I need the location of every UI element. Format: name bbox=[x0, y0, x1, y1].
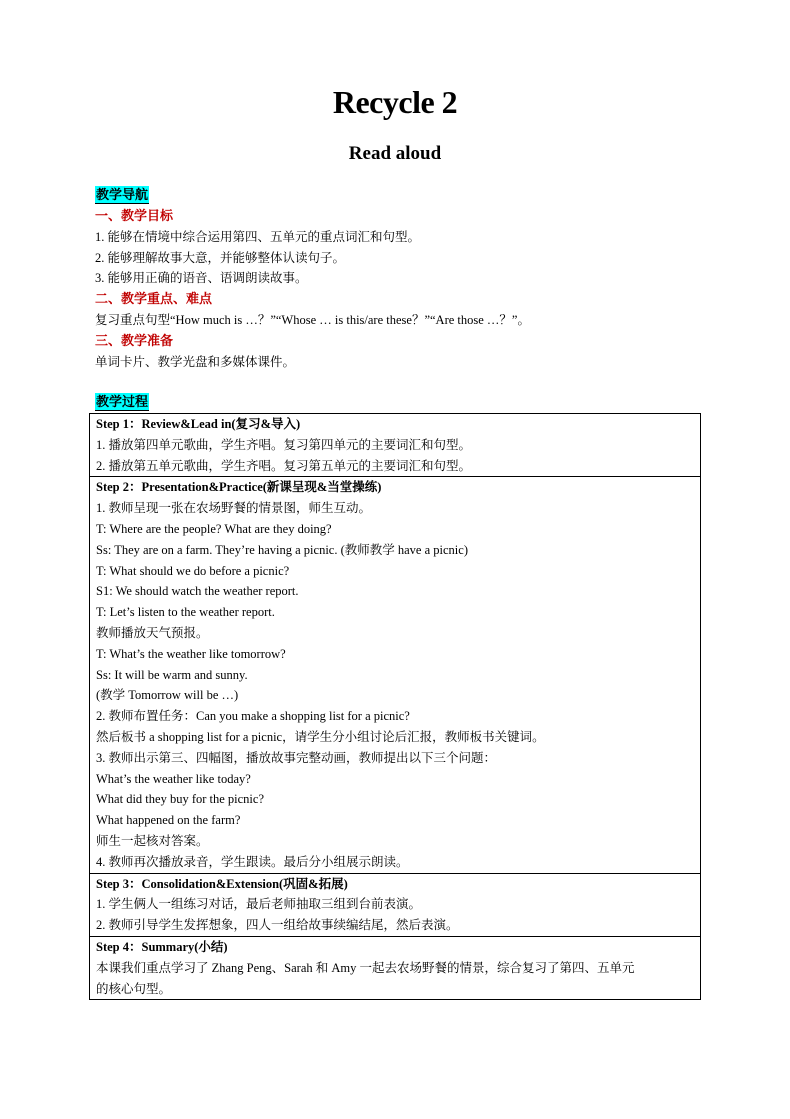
step-line: 的核心句型。 bbox=[96, 981, 172, 996]
step-line: 2. 播放第五单元歌曲，学生齐唱。复习第五单元的主要词汇和句型。 bbox=[96, 458, 472, 473]
teaching-guide-label: 教学导航 bbox=[96, 187, 149, 202]
objective-item: 1. 能够在情境中综合运用第四、五单元的重点词汇和句型。 bbox=[95, 229, 421, 244]
step-heading: Step 2：Presentation&Practice(新课呈现&当堂操练) bbox=[96, 480, 382, 495]
teaching-process-table bbox=[89, 413, 701, 1000]
step-line: 4. 教师再次播放录音，学生跟读。最后分小组展示朗读。 bbox=[96, 854, 409, 869]
prep-heading: 三、教学准备 bbox=[95, 332, 174, 348]
step-line: 然后板书 a shopping list for a picnic，请学生分小组讨论后汇报，教师板书关键词。 bbox=[96, 729, 545, 744]
step-line: What happened on the farm? bbox=[96, 813, 241, 828]
step-4-cell bbox=[90, 936, 700, 999]
objectives-heading: 一、教学目标 bbox=[95, 208, 174, 223]
keypoints-text: 复习重点句型“How much is …？”“Whose … is this/are these？”“Are those …？”。 bbox=[95, 312, 530, 327]
step-3-cell bbox=[90, 873, 700, 936]
step-line: T: Where are the people? What are they doing? bbox=[96, 521, 332, 536]
step-line: 2. 教师布置任务：Can you make a shopping list for a picnic? bbox=[96, 709, 410, 724]
step-line: T: Let’s listen to the weather report. bbox=[96, 605, 275, 620]
step-line: 教师播放天气预报。 bbox=[96, 625, 209, 640]
prep-text: 单词卡片、教学光盘和多媒体课件。 bbox=[95, 354, 296, 369]
step-line: 1. 播放第四单元歌曲，学生齐唱。复习第四单元的主要词汇和句型。 bbox=[96, 437, 472, 452]
step-line: S1: We should watch the weather report. bbox=[96, 584, 299, 599]
step-line: 1. 教师呈现一张在农场野餐的情景图，师生互动。 bbox=[96, 501, 372, 516]
step-line: Ss: They are on a farm. They’re having a picnic. (教师教学 have a picnic) bbox=[96, 542, 468, 557]
step-line: T: What should we do before a picnic? bbox=[96, 563, 290, 578]
step-line: What did they buy for the picnic? bbox=[96, 792, 264, 807]
step-line: 1. 学生俩人一组练习对话，最后老师抽取三组到台前表演。 bbox=[96, 897, 422, 912]
step-line: 师生一起核对答案。 bbox=[96, 833, 209, 848]
step-line: T: What’s the weather like tomorrow? bbox=[96, 646, 286, 661]
objective-item: 2. 能够理解故事大意，并能够整体认读句子。 bbox=[95, 250, 346, 265]
page-subtitle: Read aloud bbox=[348, 143, 442, 164]
step-heading: Step 3：Consolidation&Extension(巩固&拓展) bbox=[96, 876, 348, 891]
step-1-cell bbox=[90, 414, 700, 476]
objective-item: 3. 能够用正确的语音、语调朗读故事。 bbox=[95, 271, 308, 286]
page-title: Recycle 2 bbox=[332, 84, 458, 120]
step-2-cell bbox=[90, 476, 700, 872]
step-heading: Step 4：Summary(小结) bbox=[96, 939, 228, 954]
step-line: Ss: It will be warm and sunny. bbox=[96, 667, 248, 682]
step-line: 2. 教师引导学生发挥想象，四人一组给故事续编结尾，然后表演。 bbox=[96, 918, 459, 933]
step-heading: Step 1：Review&Lead in(复习&导入) bbox=[96, 417, 301, 431]
step-line: 本课我们重点学习了 Zhang Peng、Sarah 和 Amy 一起去农场野餐的情景，综合复习了第四、五单元 bbox=[96, 960, 635, 975]
teaching-process-label: 教学过程 bbox=[96, 394, 149, 409]
step-line: (教学 Tomorrow will be …) bbox=[96, 688, 239, 703]
step-line: What’s the weather like today? bbox=[96, 771, 251, 786]
teaching-process-label-row bbox=[95, 392, 705, 412]
teaching-guide-section bbox=[95, 184, 705, 372]
step-line: 3. 教师出示第三、四幅图，播放故事完整动画，教师提出以下三个问题： bbox=[96, 750, 497, 765]
keypoints-heading: 二、教学重点、难点 bbox=[95, 291, 213, 307]
